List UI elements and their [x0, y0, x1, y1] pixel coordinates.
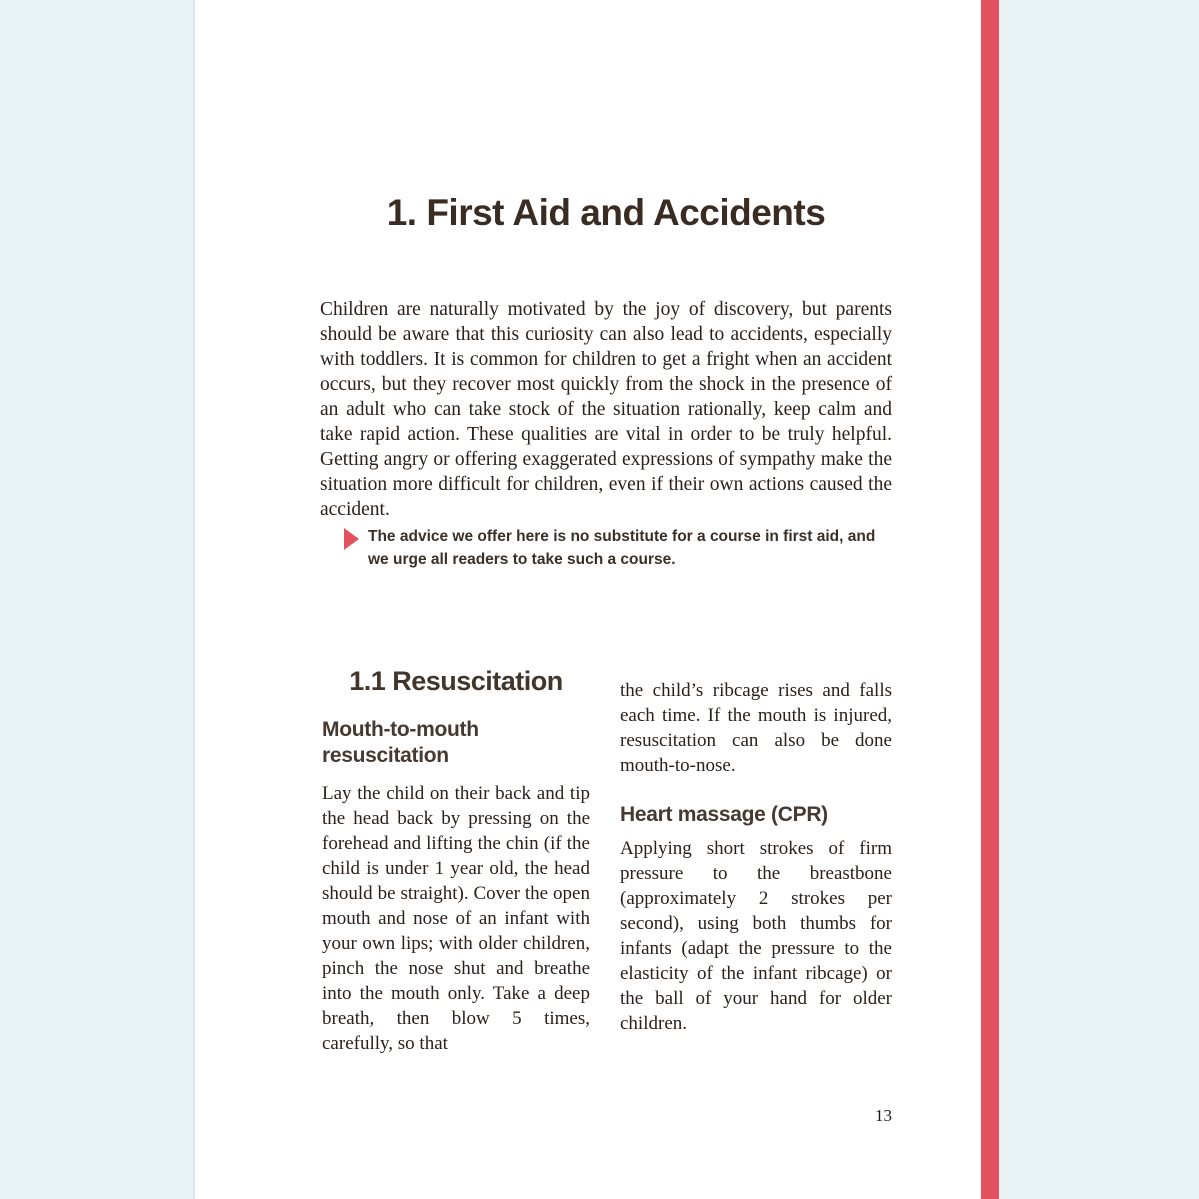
heart-massage-text: Applying short strokes of firm pressure to the breastbone (approximately 2 strokes per second), using both thumbs for infants (adapt the pressure to the elasticity of the infant ribcage) or the ball of your hand for older children. — [620, 838, 892, 1034]
chapter-title: 1. First Aid and Accidents — [386, 192, 826, 233]
page-number: 13 — [875, 1106, 892, 1125]
mouth-to-mouth-continuation-text: the child’s ribcage rises and falls each time. If the mouth is injured, resuscitation can also be done mouth-to-nose. — [620, 680, 892, 776]
intro-paragraph: Children are naturally motivated by the joy of discovery, but parents should be aware that this curiosity can also lead to accidents, especially with toddlers. It is common for children to get a fright when an accident occurs, but they recover most quickly from the shock in the presence of an adult who can take stock of the situation rationally, keep calm and take rapid action. These qualities are vital in order to be truly helpful. Getting angry or offering exaggerated expressions of sympathy make the situation more difficult for children, even if their own actions caused the accident. — [320, 299, 892, 520]
callout-note — [320, 525, 892, 571]
callout-arrow-icon — [344, 528, 359, 550]
section-title: 1.1 Resuscitation — [349, 666, 563, 696]
page-edge-red-stripe — [981, 0, 999, 1199]
left-column — [322, 666, 590, 1056]
subsection-title-mouth-to-mouth: Mouth-to-mouth resuscitation — [322, 718, 479, 767]
right-column — [620, 666, 892, 1056]
two-column-section — [322, 666, 892, 1056]
subsection-title-heart-massage: Heart massage (CPR) — [620, 803, 828, 826]
book-page — [195, 0, 981, 1199]
callout-text: The advice we offer here is no substitute for a course in first aid, and we urge all readers to take such a course. — [368, 528, 876, 568]
mouth-to-mouth-text: Lay the child on their back and tip the head back by pressing on the forehead and lifting the chin (if the child is under 1 year old, the head should be straight). Cover the open mouth and nose of an infant with your own lips; with older children, pinch the nose shut and breathe into the mouth only. Take a deep breath, then blow 5 times, carefully, so that — [322, 783, 590, 1054]
